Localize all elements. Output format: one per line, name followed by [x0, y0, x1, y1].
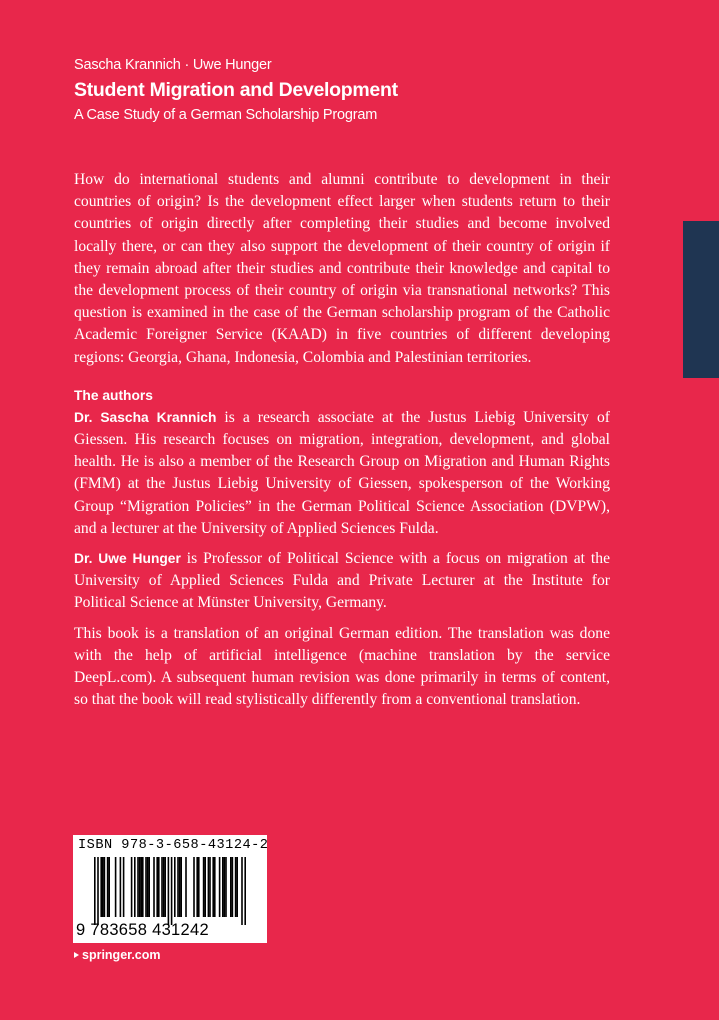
barcode-bar	[174, 857, 176, 917]
barcode-bar	[208, 857, 210, 917]
barcode-bar	[164, 857, 166, 917]
book-title: Student Migration and Development	[74, 79, 398, 101]
barcode-bar	[171, 857, 173, 925]
barcode-bar	[115, 857, 117, 917]
author-bio-name: Dr. Sascha Krannich	[74, 409, 217, 425]
barcode-bar	[230, 857, 232, 917]
barcode-bar	[236, 857, 238, 917]
barcode-bar	[209, 857, 211, 917]
author-bio-krannich	[74, 407, 610, 540]
author-bio-name: Dr. Uwe Hunger	[74, 551, 181, 567]
translation-note: This book is a translation of an original German edition. The translation was done with the help of artificial intelligence (machine translation by the service DeepL.com). A subsequent human revision was done primarily in terms of content, so that the book will read stylistically differently from a conventional translation.	[74, 624, 610, 709]
barcode-bar	[134, 857, 136, 917]
barcode-bar	[158, 857, 160, 917]
book-subtitle: A Case Study of a German Scholarship Program	[74, 107, 378, 123]
isbn-label: ISBN 978-3-658-43124-2	[78, 838, 269, 853]
barcode-bar	[123, 857, 125, 917]
barcode-bar	[148, 857, 150, 917]
isbn-barcode	[73, 835, 267, 943]
barcode-bar	[244, 857, 246, 925]
barcode-bar	[222, 857, 224, 917]
barcode-bar	[177, 857, 179, 917]
barcode-bar	[214, 857, 216, 917]
barcode-bar	[196, 857, 198, 917]
author-bio-text: is Professor of Political Science with a focus on migration at the University of Applied Sciences Fulda and Private Lecturer at the Institute for Political Science at Münster University, Germany.	[74, 550, 610, 612]
barcode-bar	[185, 857, 187, 917]
barcode-bar	[198, 857, 200, 917]
authors-heading: The authors	[74, 387, 153, 403]
ean-digits: 9 783658 431242	[76, 921, 209, 939]
barcode-bar	[225, 857, 227, 917]
author-bio-hunger	[74, 548, 610, 615]
spine-accent-tab	[683, 221, 719, 378]
barcode-bar	[168, 857, 170, 925]
barcode-bar	[203, 857, 205, 917]
publisher-link[interactable]	[74, 947, 161, 963]
back-cover-text	[74, 169, 610, 711]
barcode-bar	[97, 857, 99, 925]
barcode-bar	[180, 857, 182, 917]
barcode-bar	[108, 857, 110, 917]
barcode-bar	[140, 857, 142, 917]
barcode-bar	[204, 857, 206, 917]
barcode-bar	[241, 857, 243, 925]
barcode-bar	[94, 857, 96, 925]
barcode-bar	[232, 857, 234, 917]
author-names: Sascha Krannich · Uwe Hunger	[74, 57, 272, 73]
barcode-bar	[145, 857, 147, 917]
arrow-right-icon	[74, 952, 79, 958]
barcode-bar	[100, 857, 102, 917]
barcode-bar	[212, 857, 214, 917]
barcode-bar	[179, 857, 181, 917]
barcode-bar	[102, 857, 104, 917]
barcode-bar	[104, 857, 106, 917]
publisher-link-text: springer.com	[82, 948, 161, 962]
barcode-bar	[193, 857, 195, 917]
barcode-bar	[156, 857, 158, 917]
barcode-bar	[131, 857, 133, 917]
barcode-bar	[107, 857, 109, 917]
cover-header	[74, 56, 634, 125]
barcode-bar	[224, 857, 226, 917]
author-bio-text: is a research associate at the Justus Liebig University of Giessen. His research focuses on migration, integration, development, and global health. He is also a member of the Research Group on Migration and Human Rights (FMM) at the Justus Liebig University of Giessen, spokesperson of the Working Group “Migration Policies” in the German Political Science Association (DVPW), and a lecturer at the University of Applied Sciences Fulda.	[74, 408, 610, 537]
barcode-bar	[153, 857, 155, 917]
barcode-bar	[161, 857, 163, 917]
blurb-paragraph: How do international students and alumni contribute to development in their countries of origin? Is the development effect larger when students return to their countries of origin directly after completing their studies and become involved locally there, or can they also support the development of their country of origin if they remain abroad after their studies and contribute their knowledge and capital to the development process of their country of origin via transnational networks? This question is examined in the case of the German scholarship program of the Catholic Academic Foreigner Service (KAAD) in five countries of different developing regions: Georgia, Ghana, Indonesia, Colombia and Palestinian territories.	[74, 171, 610, 366]
barcode-bar	[147, 857, 149, 917]
barcode-bar	[142, 857, 144, 917]
barcode-bar	[120, 857, 122, 917]
barcode-bar	[137, 857, 139, 917]
barcode-bar	[163, 857, 165, 917]
barcode-bars	[94, 857, 252, 925]
barcode-bar	[235, 857, 237, 917]
barcode-bar	[219, 857, 221, 917]
barcode-bar	[139, 857, 141, 917]
